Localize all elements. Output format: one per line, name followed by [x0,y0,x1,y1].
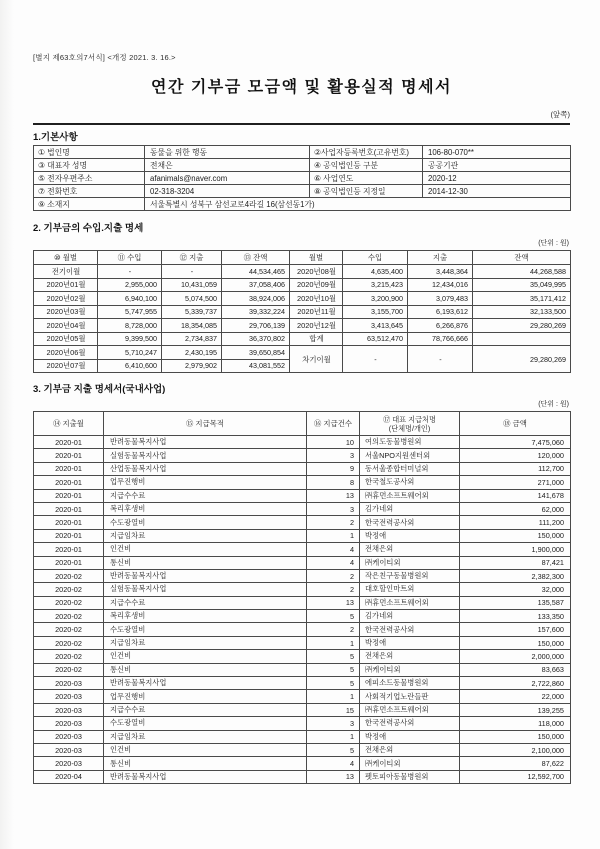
expense-month-cell: 2020-02 [34,636,104,649]
field-value: afanimals@naver.com [145,172,310,185]
expense-month-cell: 2020-01 [34,462,104,475]
payee-cell: 대호할인마트외 [360,583,460,596]
month-cell: 2020년03월 [34,305,98,319]
table-row [34,569,571,582]
expense-month-cell: 2020-03 [34,677,104,690]
table-row [34,476,571,489]
month-cell: 2020년05월 [34,332,98,346]
balance-cell: 29,280,269 [473,346,571,373]
payee-cell: 한국전력공사외 [360,516,460,529]
expense-month-cell: 2020-01 [34,436,104,449]
month-cell: 2020년09월 [290,278,343,292]
column-header-month: 월별 [290,251,343,265]
month-cell: 전기이월 [34,265,98,279]
purpose-cell: 지급수수료 [104,703,307,716]
amount-cell: 83,663 [460,663,571,676]
payee-cell: 한국전력공사외 [360,717,460,730]
income-cell: 6,410,600 [98,359,162,373]
document-page [33,0,570,849]
month-cell: 2020년11월 [290,305,343,319]
count-cell: 2 [307,623,360,636]
table-row [34,583,571,596]
amount-cell: 150,000 [460,636,571,649]
table-row [34,436,571,449]
table-header-row [34,412,571,436]
expense-cell: 78,766,666 [408,332,473,346]
purpose-cell: 수도광열비 [104,623,307,636]
table-row [34,677,571,690]
field-label: ⑨ 소재지 [34,198,145,211]
expense-month-cell: 2020-03 [34,757,104,770]
balance-cell: 37,058,406 [222,278,290,292]
income-cell: - [98,265,162,279]
table-row [34,462,571,475]
count-cell: 5 [307,650,360,663]
table-row [34,717,571,730]
purpose-cell: 수도광열비 [104,516,307,529]
income-cell: 3,155,700 [343,305,408,319]
expense-cell: 12,434,016 [408,278,473,292]
count-cell: 1 [307,730,360,743]
field-value: 공공기관 [423,159,571,172]
income-cell: 5,710,247 [98,346,162,360]
table-row [34,159,571,172]
column-header-purpose: ⑮ 지급목적 [104,412,307,436]
purpose-cell: 업무진행비 [104,476,307,489]
table-row [34,636,571,649]
column-header-payee-main: ⑰ 대표 지급처명 [383,414,436,424]
table-row [34,743,571,756]
payee-cell: ㈜케이티외 [360,663,460,676]
expense-cell: 6,266,876 [408,319,473,333]
expense-month-cell: 2020-01 [34,516,104,529]
payee-cell: 박정애 [360,529,460,542]
count-cell: 4 [307,543,360,556]
expense-cell: 10,431,059 [162,278,222,292]
month-cell: 합계 [290,332,343,346]
table-row [34,146,571,159]
income-cell: 6,940,100 [98,292,162,306]
expense-cell: 18,354,085 [162,319,222,333]
payee-cell: 펫토피아동물병원외 [360,770,460,783]
table-row [34,346,571,360]
purpose-cell: 복리후생비 [104,610,307,623]
table-row [34,757,571,770]
income-cell: 3,200,900 [343,292,408,306]
expense-month-cell: 2020-02 [34,569,104,582]
unit-note: (단위 : 원) [538,401,569,408]
expense-month-cell: 2020-01 [34,449,104,462]
purpose-cell: 통신비 [104,556,307,569]
table-row [34,319,571,333]
table-row [34,529,571,542]
table-row [34,305,571,319]
payee-cell: ㈜휴먼소프트웨어외 [360,703,460,716]
count-cell: 1 [307,636,360,649]
field-label: ②사업자등록번호(고유번호) [310,146,423,159]
purpose-cell: 실험동물복지사업 [104,449,307,462]
payee-cell: ㈜휴먼소프트웨어외 [360,489,460,502]
purpose-cell: 실험동물복지사업 [104,583,307,596]
count-cell: 10 [307,436,360,449]
purpose-cell: 통신비 [104,663,307,676]
section-divider [33,123,570,125]
purpose-cell: 반려동물복지사업 [104,569,307,582]
payee-cell: 작은친구동물병원외 [360,569,460,582]
balance-cell: 32,133,500 [473,305,571,319]
payee-cell: 한국전력공사외 [360,623,460,636]
balance-cell: 39,650,854 [222,346,290,360]
table-row [34,516,571,529]
count-cell: 5 [307,743,360,756]
month-cell: 2020년08월 [290,265,343,279]
count-cell: 3 [307,449,360,462]
field-label: ④ 공익법인등 구분 [310,159,423,172]
column-header-expense-month: ⑭ 지출월 [34,412,104,436]
balance-cell [473,332,571,346]
expense-month-cell: 2020-02 [34,583,104,596]
field-value: 106-80-070** [423,146,571,159]
expense-cell: 3,448,364 [408,265,473,279]
income-cell: 3,413,645 [343,319,408,333]
balance-cell: 44,534,465 [222,265,290,279]
column-header-amount: ⑱ 금액 [460,412,571,436]
expense-month-cell: 2020-02 [34,623,104,636]
expense-month-cell: 2020-01 [34,502,104,515]
basic-info-table [33,145,571,211]
monthly-summary-table [33,250,571,373]
table-row [34,502,571,515]
amount-cell: 118,000 [460,717,571,730]
column-header-balance: 잔액 [473,251,571,265]
purpose-cell: 지급임차료 [104,529,307,542]
column-header-income: ⑪ 수입 [98,251,162,265]
table-row [34,596,571,609]
expense-month-cell: 2020-01 [34,476,104,489]
table-row [34,449,571,462]
table-row [34,292,571,306]
payee-cell: 한국철도공사외 [360,476,460,489]
expense-cell: 6,193,612 [408,305,473,319]
expense-month-cell: 2020-04 [34,770,104,783]
count-cell: 8 [307,476,360,489]
purpose-cell: 지급임차료 [104,636,307,649]
count-cell: 13 [307,770,360,783]
expense-cell: 2,979,902 [162,359,222,373]
field-value: 2014-12-30 [423,185,571,198]
purpose-cell: 산업동물복지사업 [104,462,307,475]
field-label: ① 법인명 [34,146,145,159]
count-cell: 13 [307,596,360,609]
purpose-cell: 인건비 [104,743,307,756]
expense-cell: 2,734,837 [162,332,222,346]
table-row [34,185,571,198]
table-header-row [34,251,571,265]
field-label: ⑧ 공익법인등 지정일 [310,185,423,198]
table-row [34,332,571,346]
purpose-cell: 복리후생비 [104,502,307,515]
table-row [34,730,571,743]
payee-cell: 사회적기업노란들판 [360,690,460,703]
table-row [34,198,571,211]
count-cell: 9 [307,462,360,475]
field-label: ⑤ 전자우편주소 [34,172,145,185]
expense-cell: 3,079,483 [408,292,473,306]
expense-month-cell: 2020-02 [34,663,104,676]
count-cell: 5 [307,663,360,676]
column-header-payee [360,412,460,436]
column-header-income: 수입 [343,251,408,265]
count-cell: 1 [307,690,360,703]
section-title-expenses: 3. 기부금 지출 명세서(국내사업) [33,384,166,395]
column-header-payee-sub: (단체명/개인) [388,423,431,433]
purpose-cell: 인건비 [104,543,307,556]
expense-month-cell: 2020-01 [34,556,104,569]
amount-cell: 150,000 [460,730,571,743]
amount-cell: 150,000 [460,529,571,542]
field-value: 2020-12 [423,172,571,185]
income-cell: - [343,346,408,373]
field-label: ⑥ 사업연도 [310,172,423,185]
balance-cell: 43,081,552 [222,359,290,373]
expense-cell: 2,430,195 [162,346,222,360]
field-value: 전채은 [145,159,310,172]
balance-cell: 29,706,139 [222,319,290,333]
scanner-edge-artifact [0,0,14,849]
count-cell: 2 [307,569,360,582]
expense-month-cell: 2020-03 [34,703,104,716]
amount-cell: 1,900,000 [460,543,571,556]
balance-cell: 39,332,224 [222,305,290,319]
table-row [34,623,571,636]
table-row [34,278,571,292]
month-cell: 2020년02월 [34,292,98,306]
month-cell: 2020년04월 [34,319,98,333]
count-cell: 3 [307,717,360,730]
purpose-cell: 수도광열비 [104,717,307,730]
balance-cell: 35,171,412 [473,292,571,306]
amount-cell: 139,255 [460,703,571,716]
income-cell: 63,512,470 [343,332,408,346]
expense-month-cell: 2020-03 [34,717,104,730]
expense-month-cell: 2020-03 [34,690,104,703]
month-cell: 2020년12월 [290,319,343,333]
income-cell: 4,635,400 [343,265,408,279]
payee-cell: 여의도동물병원외 [360,436,460,449]
section-title-basic: 1.기본사항 [33,132,78,143]
table-row [34,663,571,676]
payee-cell: 김가네외 [360,502,460,515]
form-code: [별지 제63호의7서식] <개정 2021. 3. 16.> [33,53,176,62]
amount-cell: 32,000 [460,583,571,596]
table-row [34,489,571,502]
expense-detail-table [33,411,571,784]
payee-cell: 김가네외 [360,610,460,623]
payee-cell: ㈜휴먼소프트웨어외 [360,596,460,609]
field-value: 서울특별시 성북구 삼선교로4라길 16(삼선동1가) [145,198,571,211]
income-cell: 9,399,500 [98,332,162,346]
payee-cell: 서울NPO지원센터외 [360,449,460,462]
purpose-cell: 지급임차료 [104,730,307,743]
month-cell: 2020년10월 [290,292,343,306]
count-cell: 5 [307,677,360,690]
amount-cell: 2,722,860 [460,677,571,690]
count-cell: 5 [307,610,360,623]
payee-cell: 전채은외 [360,543,460,556]
payee-cell: 박정애 [360,636,460,649]
payee-cell: 에피소드동물병원외 [360,677,460,690]
table-row [34,556,571,569]
field-label: ⑦ 전화번호 [34,185,145,198]
table-row [34,265,571,279]
payee-cell: 전채은외 [360,650,460,663]
column-header-month: ⑩ 월별 [34,251,98,265]
income-cell: 3,215,423 [343,278,408,292]
table-row [34,770,571,783]
count-cell: 3 [307,502,360,515]
balance-cell: 35,049,995 [473,278,571,292]
amount-cell: 2,000,000 [460,650,571,663]
expense-month-cell: 2020-02 [34,610,104,623]
amount-cell: 120,000 [460,449,571,462]
count-cell: 4 [307,556,360,569]
column-header-expense: ⑫ 지출 [162,251,222,265]
month-cell: 차기이월 [290,346,343,373]
count-cell: 1 [307,529,360,542]
amount-cell: 111,200 [460,516,571,529]
payee-cell: ㈜케이티외 [360,556,460,569]
amount-cell: 271,000 [460,476,571,489]
table-row [34,610,571,623]
payee-cell: 전채은외 [360,743,460,756]
amount-cell: 133,350 [460,610,571,623]
income-cell: 2,955,000 [98,278,162,292]
amount-cell: 87,421 [460,556,571,569]
section-title-monthly: 2. 기부금의 수입.지출 명세 [33,223,144,234]
amount-cell: 87,622 [460,757,571,770]
page-title: 연간 기부금 모금액 및 활용실적 명세서 [150,79,453,96]
expense-month-cell: 2020-03 [34,730,104,743]
balance-cell: 38,924,006 [222,292,290,306]
table-row [34,690,571,703]
purpose-cell: 인건비 [104,650,307,663]
amount-cell: 135,587 [460,596,571,609]
table-row [34,650,571,663]
amount-cell: 2,382,300 [460,569,571,582]
field-value: 02-318-3204 [145,185,310,198]
month-cell: 2020년01월 [34,278,98,292]
amount-cell: 112,700 [460,462,571,475]
amount-cell: 62,000 [460,502,571,515]
month-cell: 2020년07월 [34,359,98,373]
count-cell: 2 [307,516,360,529]
expense-cell: 5,339,737 [162,305,222,319]
column-header-balance: ⑬ 잔액 [222,251,290,265]
count-cell: 13 [307,489,360,502]
payee-cell: 박정애 [360,730,460,743]
amount-cell: 157,600 [460,623,571,636]
balance-cell: 44,268,588 [473,265,571,279]
table-row [34,543,571,556]
expense-month-cell: 2020-02 [34,650,104,663]
purpose-cell: 반려동물복지사업 [104,770,307,783]
expense-month-cell: 2020-01 [34,543,104,556]
field-label: ③ 대표자 성명 [34,159,145,172]
purpose-cell: 통신비 [104,757,307,770]
expense-month-cell: 2020-01 [34,489,104,502]
purpose-cell: 반려동물복지사업 [104,436,307,449]
field-value: 동물을 위한 행동 [145,146,310,159]
income-cell: 5,747,955 [98,305,162,319]
payee-cell: 동서울종합터미널외 [360,462,460,475]
amount-cell: 7,475,060 [460,436,571,449]
purpose-cell: 지급수수료 [104,489,307,502]
amount-cell: 22,000 [460,690,571,703]
balance-cell: 29,280,269 [473,319,571,333]
income-cell: 8,728,000 [98,319,162,333]
expense-month-cell: 2020-01 [34,529,104,542]
purpose-cell: 지급수수료 [104,596,307,609]
purpose-cell: 반려동물복지사업 [104,677,307,690]
amount-cell: 141,678 [460,489,571,502]
payee-cell: ㈜케이티외 [360,757,460,770]
expense-month-cell: 2020-03 [34,743,104,756]
expense-cell: - [162,265,222,279]
table-row [34,172,571,185]
expense-cell: - [408,346,473,373]
purpose-cell: 업무진행비 [104,690,307,703]
column-header-count: ⑯ 지급건수 [307,412,360,436]
amount-cell: 12,592,700 [460,770,571,783]
count-cell: 2 [307,583,360,596]
column-header-expense: 지출 [408,251,473,265]
amount-cell: 2,100,000 [460,743,571,756]
balance-cell: 36,370,802 [222,332,290,346]
unit-note: (단위 : 원) [538,240,569,247]
table-row [34,703,571,716]
expense-month-cell: 2020-02 [34,596,104,609]
page-side-label: (앞쪽) [550,110,570,119]
count-cell: 4 [307,757,360,770]
expense-cell: 5,074,500 [162,292,222,306]
month-cell: 2020년06월 [34,346,98,360]
count-cell: 15 [307,703,360,716]
